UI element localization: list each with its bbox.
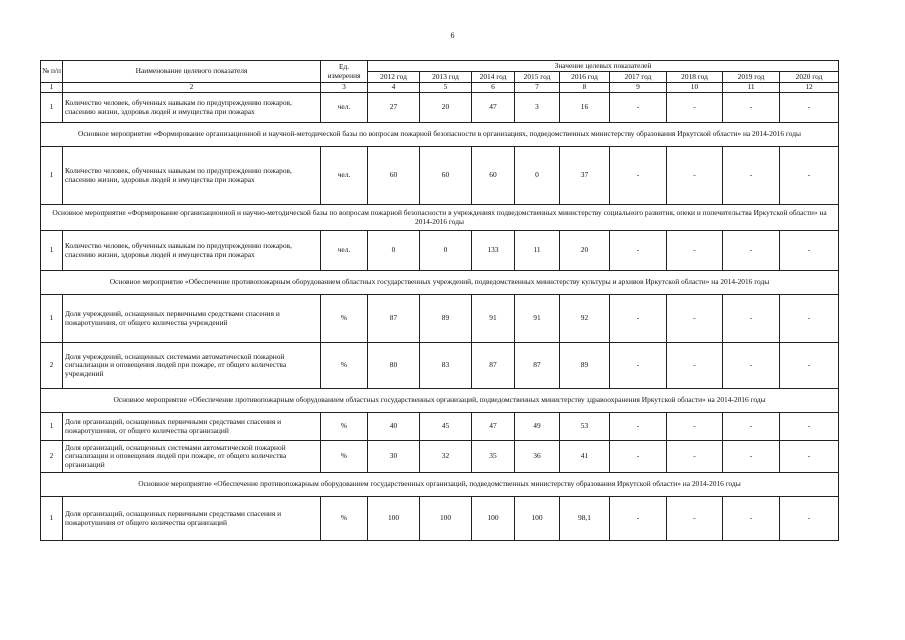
value-cell: - [610,295,667,343]
year-header: 2012 год [368,72,420,83]
column-number: 3 [321,83,368,93]
value-cell: 60 [420,147,472,205]
value-cell: 87 [515,343,560,389]
value-cell: - [780,441,839,473]
header-row [41,61,839,72]
value-cell: 53 [560,413,610,441]
col-unit-header: Ед. измерения [321,61,368,83]
indicator-name: Доля учреждений, оснащенных первичными средствами спасения и пожаротушения, от общего количества учреждений [63,295,321,343]
value-cell: 47 [472,93,515,123]
value-cell: - [780,231,839,271]
table-row [41,413,839,441]
year-header: 2013 год [420,72,472,83]
year-header: 2014 год [472,72,515,83]
col-values-header: Значение целевых показателей [368,61,839,72]
value-cell: - [780,497,839,541]
value-cell: - [610,231,667,271]
value-cell: - [780,413,839,441]
value-cell: - [667,147,723,205]
unit-cell: чел. [321,231,368,271]
table-row [41,147,839,205]
row-number: 1 [41,295,63,343]
value-cell: 60 [368,147,420,205]
value-cell: - [723,413,780,441]
value-cell: 60 [472,147,515,205]
table-body [41,93,839,541]
value-cell: 32 [420,441,472,473]
value-cell: 16 [560,93,610,123]
value-cell: 133 [472,231,515,271]
value-cell: 27 [368,93,420,123]
table-row [41,295,839,343]
value-cell: 11 [515,231,560,271]
value-cell: 89 [420,295,472,343]
value-cell: - [610,343,667,389]
value-cell: 20 [420,93,472,123]
value-cell: 47 [472,413,515,441]
year-header: 2016 год [560,72,610,83]
value-cell: 40 [368,413,420,441]
column-number: 6 [472,83,515,93]
value-cell: - [667,343,723,389]
value-cell: - [723,343,780,389]
column-number: 1 [41,83,63,93]
value-cell: - [610,441,667,473]
section-title: Основное мероприятие «Формирование организационной и научной-методической базы по вопросам пожарной безопасности в организациях, подведомственных министерству образования Иркутской области» на 2014-2016 годы [41,123,839,147]
value-cell: 100 [368,497,420,541]
value-cell: - [723,295,780,343]
unit-cell: % [321,413,368,441]
section-title: Основное мероприятие «Обеспечение противопожарным оборудованием государственных организаций, подведомственных министерству образования Иркутской области» на 2014-2016 годы [41,473,839,497]
value-cell: - [780,343,839,389]
row-number: 1 [41,147,63,205]
year-header: 2020 год [780,72,839,83]
section-row [41,389,839,413]
value-cell: - [610,93,667,123]
value-cell: 80 [368,343,420,389]
value-cell: 41 [560,441,610,473]
value-cell: - [780,93,839,123]
row-number: 1 [41,93,63,123]
indicator-name: Количество человек, обученных навыкам по предупреждению пожаров, спасению жизни, здоровья людей и имущества при пожарах [63,231,321,271]
value-cell: 0 [420,231,472,271]
value-cell: - [667,413,723,441]
unit-cell: % [321,441,368,473]
col-num-header: № п/п [41,61,63,83]
value-cell: 30 [368,441,420,473]
column-number-row [41,83,839,93]
page-number: 6 [450,31,455,40]
row-number: 1 [41,231,63,271]
col-name-header: Наименование целевого показателя [63,61,321,83]
indicator-name: Количество человек, обученных навыкам по предупреждению пожаров, спасению жизни, здоровья людей и имущества при пожарах [63,93,321,123]
column-number: 10 [667,83,723,93]
value-cell: - [610,413,667,441]
value-cell: 37 [560,147,610,205]
indicator-name: Доля учреждений, оснащенных системами автоматической пожарной сигнализации и оповещения людей при пожаре, от общего количества учреждений [63,343,321,389]
column-number: 11 [723,83,780,93]
section-row [41,205,839,231]
value-cell: - [667,295,723,343]
row-number: 1 [41,497,63,541]
value-cell: - [723,231,780,271]
value-cell: 87 [368,295,420,343]
table-row [41,231,839,271]
year-header: 2017 год [610,72,667,83]
column-number: 12 [780,83,839,93]
unit-cell: % [321,497,368,541]
value-cell: 3 [515,93,560,123]
table-row [41,343,839,389]
target-indicators-table [40,60,839,541]
section-row [41,123,839,147]
unit-cell: % [321,343,368,389]
unit-cell: чел. [321,147,368,205]
column-number: 9 [610,83,667,93]
indicator-name: Количество человек, обученных навыкам по предупреждению пожаров, спасению жизни, здоровья людей и имущества при пожарах [63,147,321,205]
row-number: 2 [41,441,63,473]
value-cell: - [723,93,780,123]
value-cell: 49 [515,413,560,441]
value-cell: 100 [420,497,472,541]
column-number: 5 [420,83,472,93]
value-cell: - [780,295,839,343]
value-cell: - [610,147,667,205]
year-header: 2018 год [667,72,723,83]
indicator-name: Доля организаций, оснащенных системами автоматической пожарной сигнализации и оповещения людей при пожаре, от общего количества организаций [63,441,321,473]
value-cell: 36 [515,441,560,473]
value-cell: 89 [560,343,610,389]
indicator-name: Доля организаций, оснащенных первичными средствами спасения и пожаротушения от общего количества организаций [63,497,321,541]
value-cell: 98,1 [560,497,610,541]
value-cell: - [723,147,780,205]
section-row [41,473,839,497]
value-cell: - [723,441,780,473]
column-number: 2 [63,83,321,93]
value-cell: 87 [472,343,515,389]
value-cell: 35 [472,441,515,473]
value-cell: 92 [560,295,610,343]
value-cell: 100 [515,497,560,541]
indicator-name: Доля организаций, оснащенных первичными средствами спасения и пожаротушения, от общего количества организаций [63,413,321,441]
value-cell: - [667,93,723,123]
value-cell: 0 [368,231,420,271]
column-number: 4 [368,83,420,93]
table-row [41,93,839,123]
row-number: 2 [41,343,63,389]
year-header: 2015 год [515,72,560,83]
value-cell: 100 [472,497,515,541]
value-cell: - [610,497,667,541]
unit-cell: % [321,295,368,343]
value-cell: - [667,231,723,271]
row-number: 1 [41,413,63,441]
value-cell: 0 [515,147,560,205]
table-row [41,441,839,473]
value-cell: 91 [472,295,515,343]
section-title: Основное мероприятие «Обеспечение противопожарным оборудованием областных государственных организаций, подведомственных министерству здравоохранения Иркутской области» на 2014-2016 годы [41,389,839,413]
value-cell: - [667,497,723,541]
value-cell: 91 [515,295,560,343]
value-cell: - [780,147,839,205]
column-number: 8 [560,83,610,93]
value-cell: - [723,497,780,541]
section-row [41,271,839,295]
value-cell: 45 [420,413,472,441]
value-cell: 83 [420,343,472,389]
value-cell: - [667,441,723,473]
section-title: Основное мероприятие «Формирование организационной и научно-методической базы по вопросам пожарной безопасности в учреждениях подведомственных министерству социального развития, опеки и попечительства Иркутской области» на 2014-2016 годы [41,205,839,231]
unit-cell: чел. [321,93,368,123]
section-title: Основное мероприятие «Обеспечение противопожарным оборудованием областных государственных учреждений, подведомственных министерству культуры и архивов Иркутской области» на 2014-2016 годы [41,271,839,295]
value-cell: 20 [560,231,610,271]
year-header: 2019 год [723,72,780,83]
column-number: 7 [515,83,560,93]
table-row [41,497,839,541]
